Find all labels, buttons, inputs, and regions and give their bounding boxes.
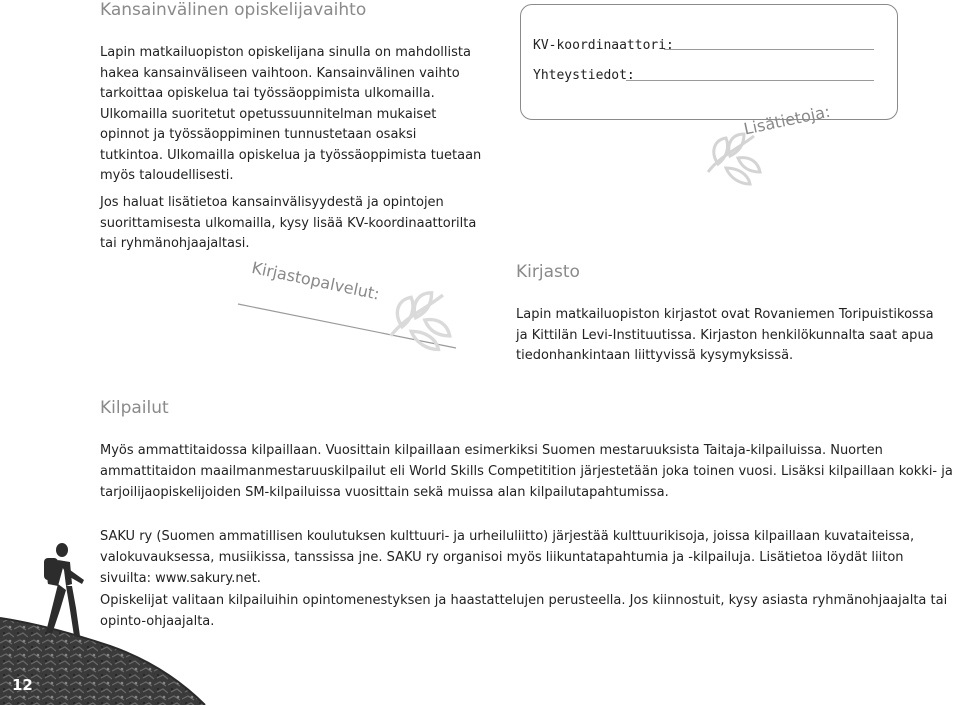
competitions-paragraph-3: Opiskelijat valitaan kilpailuihin opintomenestyksen ja haastattelujen perusteella. Jos kiinnostuit, kysy asiasta ryhmänohjaajalta tai opinto-ohjaajalta. xyxy=(100,593,948,629)
exchange-paragraph-2: Jos haluat lisätietoa kansainvälisyydestä ja opintojen suorittamisesta ulkomailla, kysy lisää KV-koordinaattorilta tai ryhmänohjaajaltasi. xyxy=(100,195,477,251)
library-services-note: Kirjastopalvelut: xyxy=(250,258,382,304)
competitions-paragraph-1: Myös ammattitaidossa kilpaillaan. Vuosittain kilpaillaan esimerkiksi Suomen mestaruuksista Taitaja-kilpailuissa. Nuorten ammattitaidon maailmanmestaruuskilpailut eli World Skills Competitition järjestetään joka toinen vuosi. Lisäksi kilpaillaan kokki- ja tarjoilijaopiskelijoiden SM-kilpailuissa vuosittain sekä muissa alan kilpailutapahtumissa. xyxy=(100,443,953,500)
library-title: Kirjasto xyxy=(516,262,580,282)
leaf-ornament-icon xyxy=(700,128,764,188)
more-info-note: Lisätietoja: xyxy=(742,101,832,139)
coordinator-label: KV-koordinaattori: xyxy=(533,38,674,53)
page-number: 12 xyxy=(12,676,33,694)
leaf-ornament-icon xyxy=(380,286,456,354)
contact-write-line xyxy=(626,80,874,81)
competitions-title: Kilpailut xyxy=(100,398,169,418)
contact-info-box xyxy=(520,4,898,120)
library-paragraph: Lapin matkailuopiston kirjastot ovat Rovaniemen Toripuistikossa ja Kittilän Levi-Instituutissa. Kirjaston henkilökunnalta saat apua tiedonhankintaan liittyvissä kysymyksissä. xyxy=(516,307,934,363)
exchange-title: Kansainvälinen opiskelijavaihto xyxy=(100,0,367,20)
exchange-paragraph-1: Lapin matkailuopiston opiskelijana sinulla on mahdollista hakea kansainväliseen vaihtoon. Kansainvälinen vaihto tarkoittaa opiskelua tai työssäoppimista ulkomailla. Ulkomailla suoritetut opetussuunnitelman mukaiset opinnot ja työssäoppiminen tunnustetaan osaksi tutkintoa. Ulkomailla opiskelua ja työssäoppimista tuetaan myös taloudellisesti. xyxy=(100,45,482,183)
contact-label: Yhteystiedot: xyxy=(533,68,635,83)
competitions-paragraph-2: SAKU ry (Suomen ammatillisen koulutuksen kulttuuri- ja urheiluliitto) järjestää kulttuurikisoja, joissa kilpaillaan kuvataiteissa, valokuvauksessa, musiikissa, tanssissa jne. SAKU ry organisoi myös liikuntatapahtumia ja -kilpailuja. Lisätietoa löydät liiton sivuilta: www.sakury.net. xyxy=(100,529,915,586)
coordinator-write-line xyxy=(664,49,874,50)
